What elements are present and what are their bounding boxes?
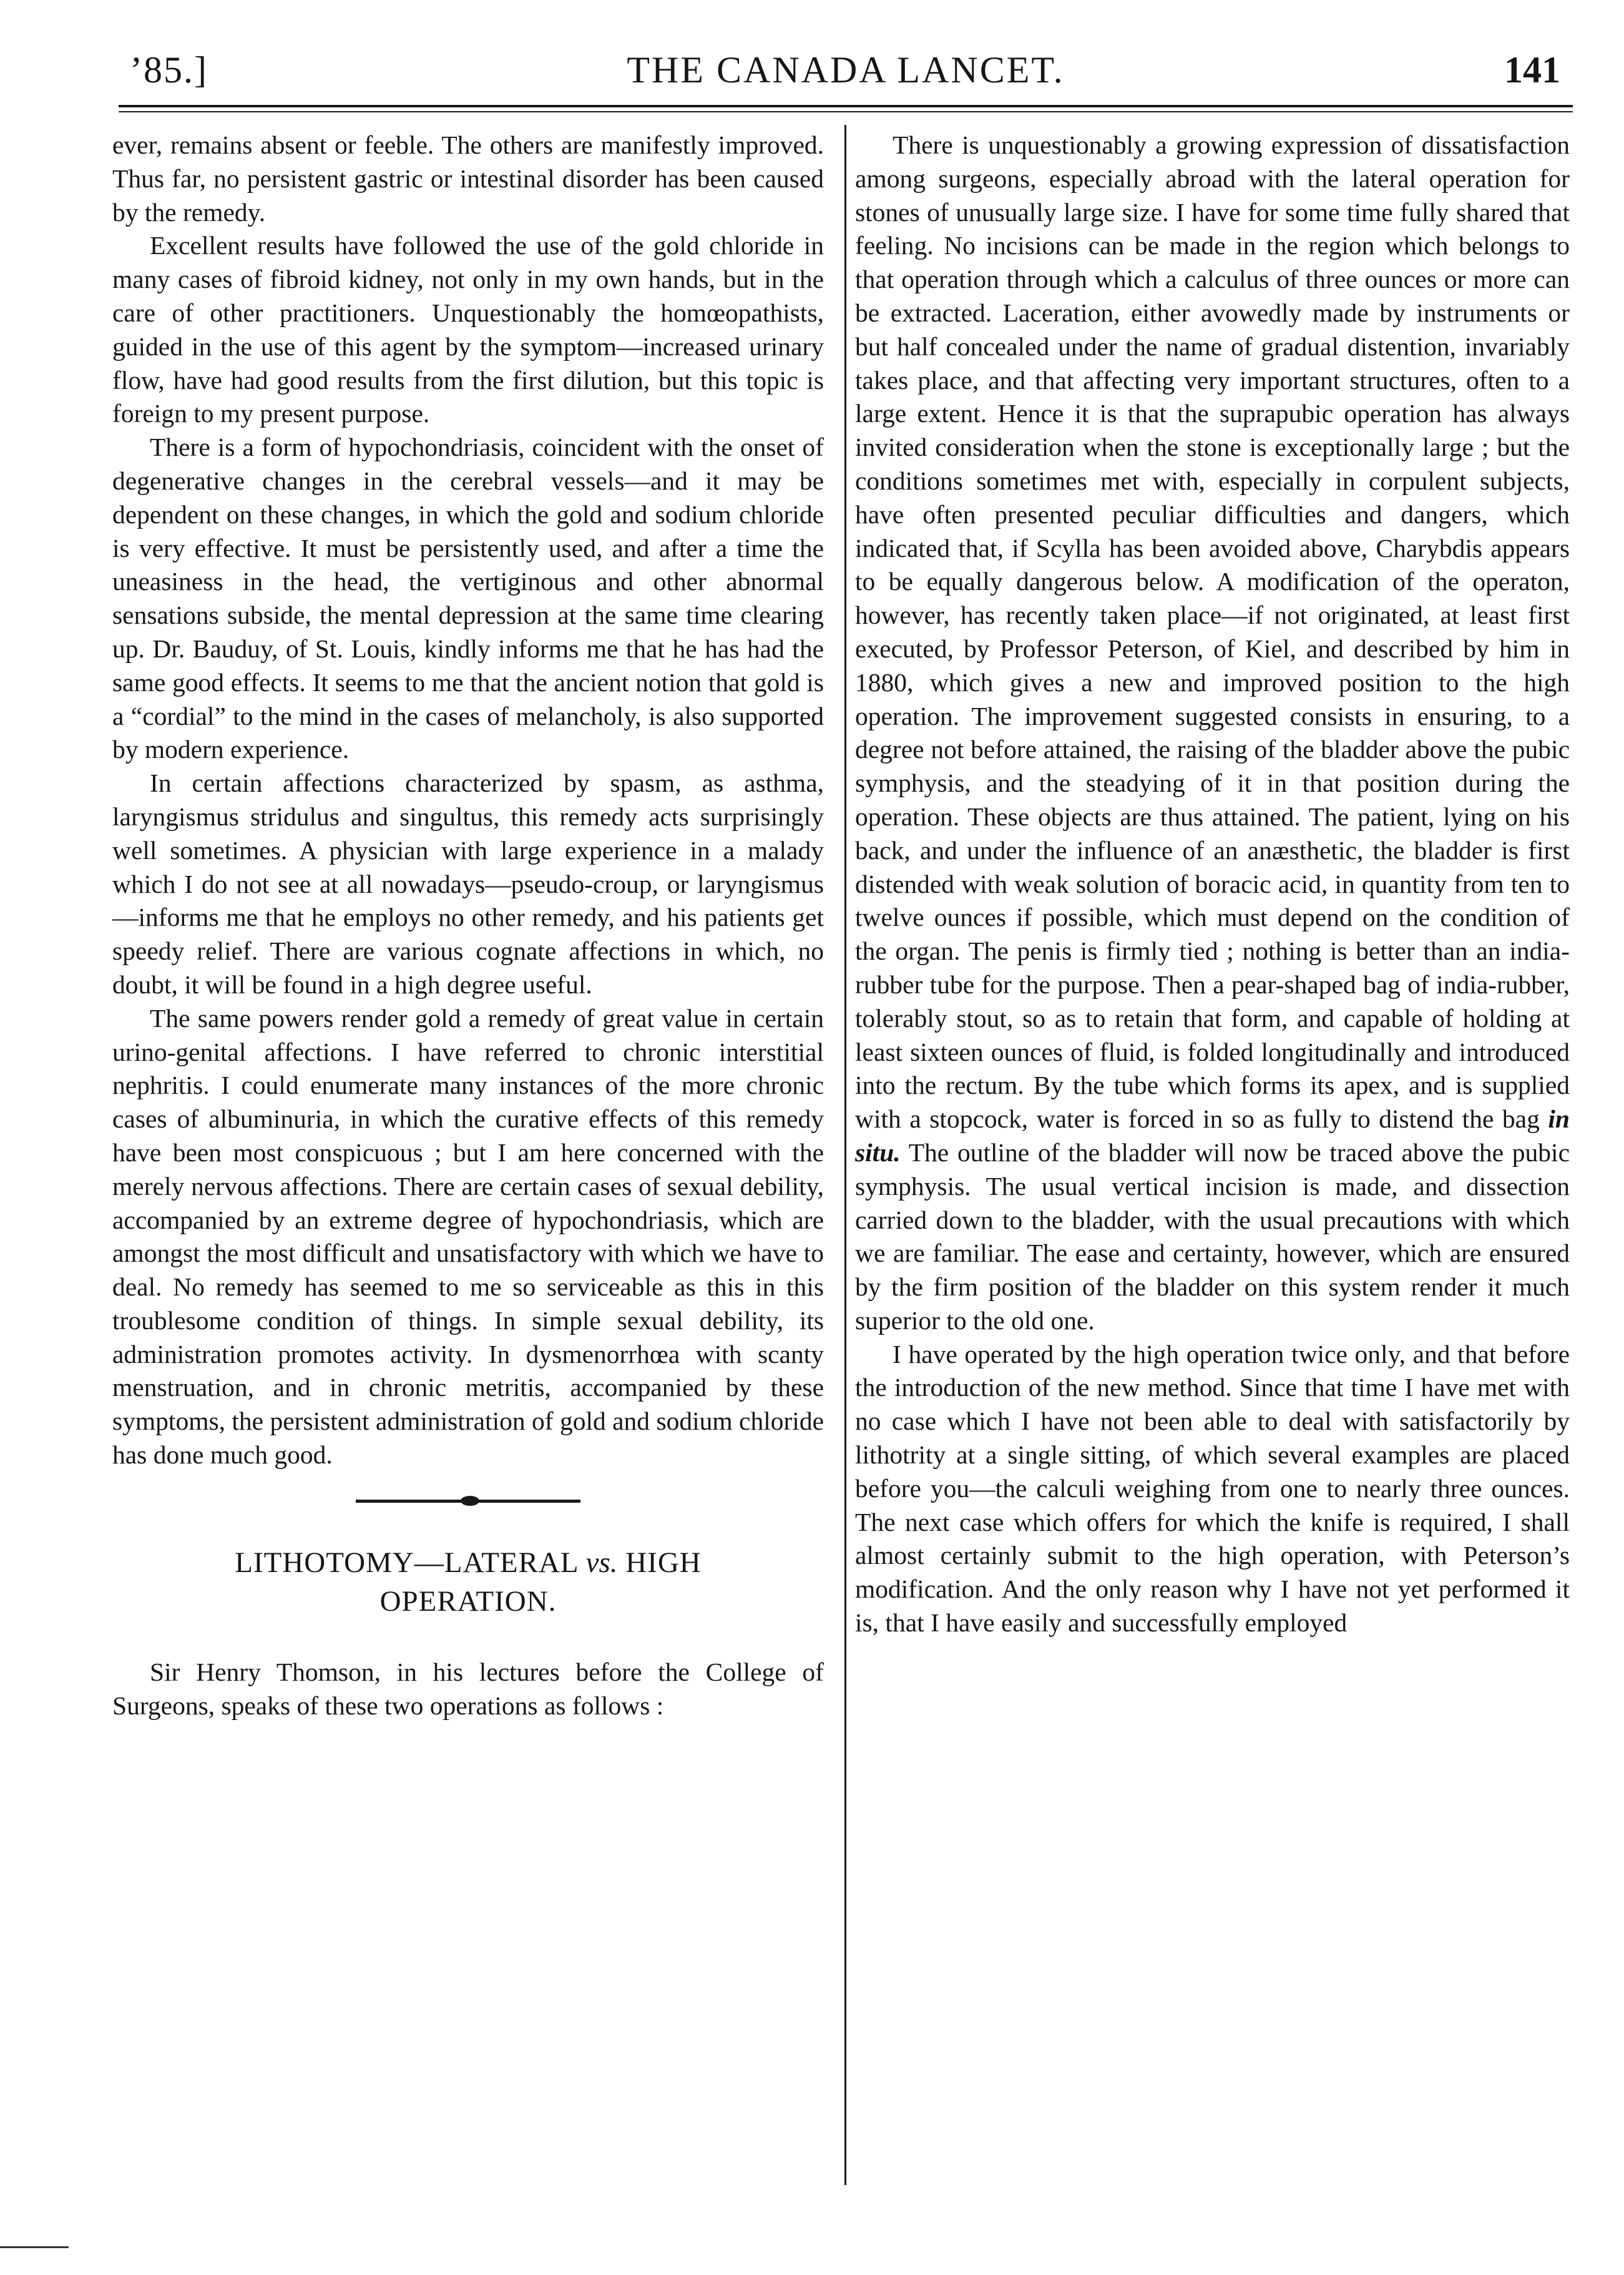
header-rule-thin bbox=[119, 111, 1573, 112]
left-paragraph-4: In certain affections characterized by spasm, as asthma, laryngismus stridulus and singultus, this remedy acts surprisingly well sometimes. A physician with large experience in a malady which I do not see at all nowadays—pseudo-croup, or laryngismus—informs me that he employs no other remedy, and his patients get speedy relief. There are various cognate affections in which, no doubt, it will be found in a high degree useful. bbox=[112, 769, 824, 999]
header-year: ’85.] bbox=[130, 49, 208, 91]
section-heading-line2: OPERATION. bbox=[379, 1585, 557, 1618]
right-paragraph-2: I have operated by the high operation twice only, and that before the introduction of the new method. Since that time I have met with no case which I have not been able to deal with satisfactorily by lithotrity at a single sitting, of which several examples are placed before you—the calculi weighing from one to nearly three ounces. The next case which offers for which the knife is required, I shall almost certainly submit to the high operation, with Peterson’s modification. And the only reason why I have not yet performed it is, that I have easily and successfully employed bbox=[855, 1339, 1570, 1638]
in-situ-italic: in situ. bbox=[855, 1104, 1570, 1167]
column-divider bbox=[844, 125, 846, 2185]
right-column bbox=[855, 129, 1570, 1640]
right-paragraph-1-tail: The outline of the bladder will now be traced above the pubic symphysis. The usual vertical incision is made, and dissection carried down to the bladder, with the usual precautions with which we are familiar. The ease and certainty, however, which are ensured by the firm position of the bladder on this system render it much superior to the old one. bbox=[855, 1138, 1570, 1335]
section-ornament bbox=[112, 1472, 824, 1522]
section-heading-part2: HIGH bbox=[625, 1546, 702, 1579]
right-paragraph-1 bbox=[855, 129, 1570, 1338]
journal-title: THE CANADA LANCET. bbox=[627, 49, 1065, 91]
ornament-center-icon bbox=[461, 1496, 479, 1506]
right-paragraph-1-text: There is unquestionably a growing expression of dissatisfaction among surgeons, especially abroad with the lateral operation for stones of unusually large size. I have for some time fully shared that feeling. No incisions can be made in the region which belongs to that operation through which a calculus of three ounces or more can be extracted. Laceration, either avowedly made by instruments or but half concealed under the name of gradual distention, invariably takes place, and that affecting very important structures, often to a large extent. Hence it is that the suprapubic operation has always invited consideration when the stone is exceptionally large ; but the conditions sometimes met with, especially in corpulent subjects, have often presented peculiar difficulties and dangers, which indicated that, if Scylla has been avoided above, Charybdis appears to be equally dangerous below. A modification of the operaton, however, has recently taken place—if not originated, at least first executed, by Professor Peterson, of Kiel, and described by him in 1880, which gives a new and improved position to the high operation. The improvement suggested consists in ensuring, to a degree not before attained, the raising of the bladder above the pubic symphysis, and the steadying of it in that position during the operation. These objects are thus attained. The patient, lying on his back, and under the influence of an anæsthetic, the bladder is first distended with weak solution of boracic acid, in quantity from ten to twelve ounces if possible, which must depend on the condition of the organ. The penis is firmly tied ; nothing is better than an india-rubber tube for the purpose. Then a pear-shaped bag of india-rubber, tolerably stout, so as to retain that form, and capable of holding at least sixteen ounces of fluid, is folded longitudinally and introduced into the rectum. By the tube which forms its apex, and is supplied with a stopcock, water is forced in so as fully to distend the bag bbox=[855, 130, 1570, 1134]
header-rule bbox=[119, 105, 1573, 107]
section-intro-paragraph: Sir Henry Thomson, in his lectures before the College of Surgeons, speaks of these two operations as follows : bbox=[112, 1657, 824, 1720]
left-paragraph-5: The same powers render gold a remedy of great value in certain urino-genital affections. I have referred to chronic interstitial nephritis. I could enumerate many instances of the more chronic cases of albuminuria, in which the curative effects of this remedy have been most conspicuous ; but I am here concerned with the merely nervous affections. There are certain cases of sexual debility, accompanied by an extreme degree of hypochondriasis, which are amongst the most difficult and unsatisfactory with which we have to deal. No remedy has seemed to me so serviceable as this in this troublesome condition of things. In simple sexual debility, its administration promotes activity. In dysmenorrhœa with scanty menstruation, and in chronic metritis, accompanied by these symptoms, the persistent administration of gold and sodium chloride has done much good. bbox=[112, 1003, 824, 1470]
section-heading-vs: vs. bbox=[585, 1546, 618, 1579]
section-heading-part1: LITHOTOMY—LATERAL bbox=[235, 1546, 578, 1579]
section-heading bbox=[112, 1543, 824, 1621]
left-column bbox=[112, 129, 824, 1722]
left-paragraph-3: There is a form of hypochondriasis, coincident with the onset of degenerative changes in the cerebral vessels—and it may be dependent on these changes, in which the gold and sodium chloride is very effective. It must be persistently used, and after a time the uneasiness in the head, the vertiginous and other abnormal sensations subside, the mental depression at the same time clearing up. Dr. Bauduy, of St. Louis, kindly informs me that he has had the same good effects. It seems to me that the ancient notion that gold is a “cordial” to the mind in the cases of melancholy, is also supported by modern experience. bbox=[112, 433, 824, 764]
page-number: 141 bbox=[1504, 49, 1560, 91]
left-paragraph-1: ever, remains absent or feeble. The others are manifestly improved. Thus far, no persistent gastric or intestinal disorder has been caused by the remedy. bbox=[112, 130, 824, 227]
running-header bbox=[119, 39, 1573, 101]
footer-rule bbox=[0, 2246, 69, 2248]
left-paragraph-2: Excellent results have followed the use of the gold chloride in many cases of fibroid kidney, not only in my own hands, but in the care of other practitioners. Unquestionably the homœopathists, guided in the use of this agent by the symptom—increased urinary flow, have had good results from the first dilution, but this topic is foreign to my present purpose. bbox=[112, 231, 824, 428]
